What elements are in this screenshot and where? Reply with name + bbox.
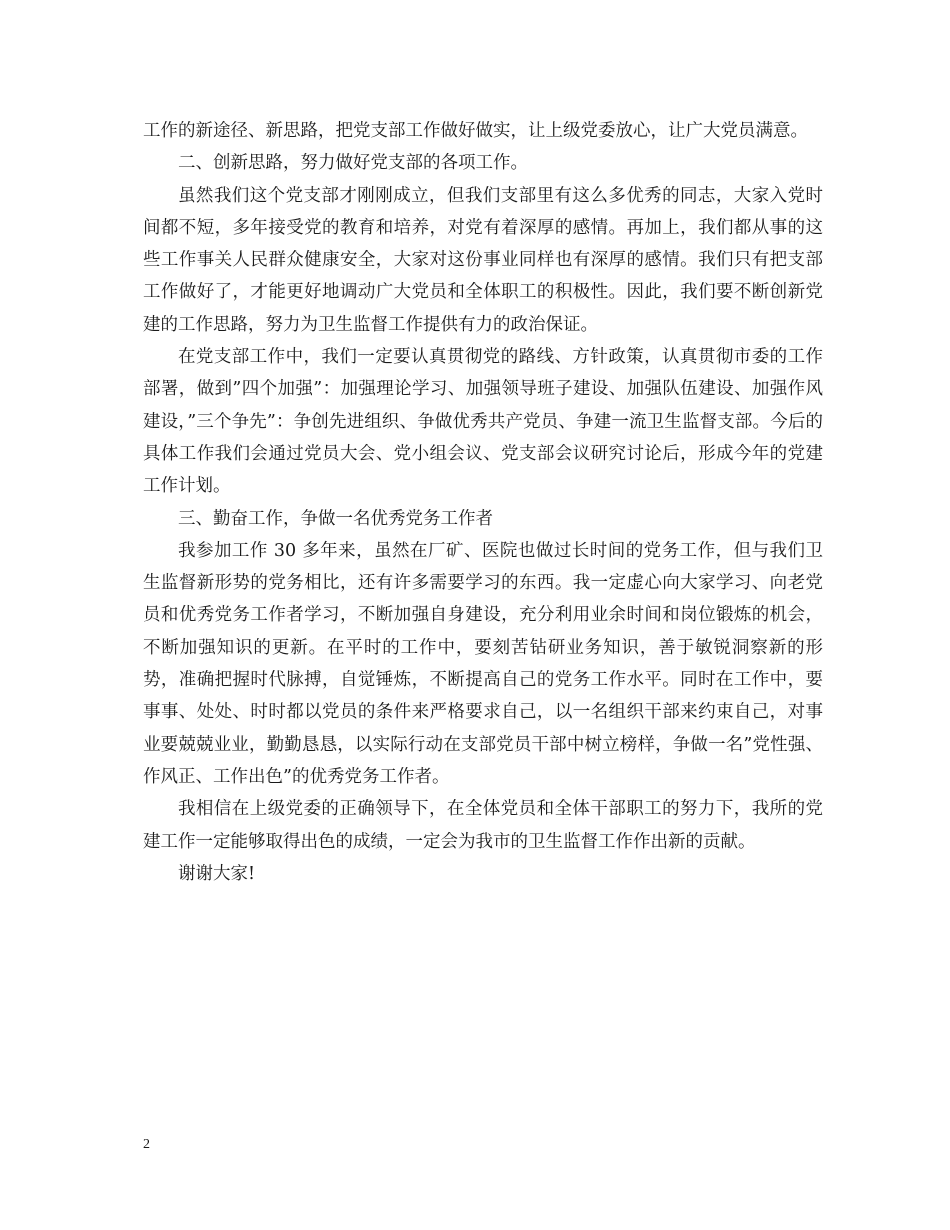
closing-thanks: 谢谢大家! — [178, 863, 256, 884]
paragraph: 在党支部工作中，我们一定要认真贯彻党的路线、方针政策，认真贯彻市委的工作部署，做到”四个加强”：加强理论学习、加强领导班子建设、加强队伍建设、加强作风建设，”三个争先”：争创先进组织、争做优秀共产党员、争建一流卫生监督支部。今后的具体工作我们会通过党员大会、党小组会议、党支部会议研究讨论后，形成今年的党建工作计划。 — [143, 347, 823, 497]
page-number: 2 — [143, 1137, 150, 1152]
paragraph: 我相信在上级党委的正确领导下，在全体党员和全体干部职工的努力下，我所的党建工作一定能够取得出色的成绩，一定会为我市的卫生监督工作作出新的贡献。 — [143, 799, 823, 852]
paragraph: 我参加工作 30 多年来，虽然在厂矿、医院也做过长时间的党务工作，但与我们卫生监督新形势的党务相比，还有许多需要学习的东西。我一定虚心向大家学习、向老党员和优秀党务工作者学习，不断加强自身建设，充分利用业余时间和岗位锻炼的机会，不断加强知识的更新。在平时的工作中，要刻苦钻研业务知识，善于敏锐洞察新的形势，准确把握时代脉搏，自觉锤炼，不断提高自己的党务工作水平。同时在工作中，要事事、处处、时时都以党员的条件来严格要求自己，以一名组织干部来约束自己，对事业要兢兢业业，勤勤恳恳，以实际行动在支部党员干部中树立榜样，争做一名”党性强、作风正、工作出色”的优秀党务工作者。 — [143, 540, 823, 787]
paragraph-continuation: 工作的新途径、新思路，把党支部工作做好做实，让上级党委放心，让广大党员满意。 — [143, 121, 808, 141]
paragraph: 虽然我们这个党支部才刚刚成立，但我们支部里有这么多优秀的同志，大家入党时间都不短，多年接受党的教育和培养，对党有着深厚的感情。再加上，我们都从事的这些工作事关人民群众健康安全，大家对这份事业同样也有深厚的感情。我们只有把支部工作做好了，才能更好地调动广大党员和全体职工的积极性。因此，我们要不断创新党建的工作思路，努力为卫生监督工作提供有力的政治保证。 — [143, 185, 823, 335]
section-heading-three: 三、勤奋工作，争做一名优秀党务工作者 — [178, 508, 493, 529]
body-text — [143, 115, 823, 890]
section-heading-two: 二、创新思路，努力做好党支部的各项工作。 — [178, 153, 528, 174]
